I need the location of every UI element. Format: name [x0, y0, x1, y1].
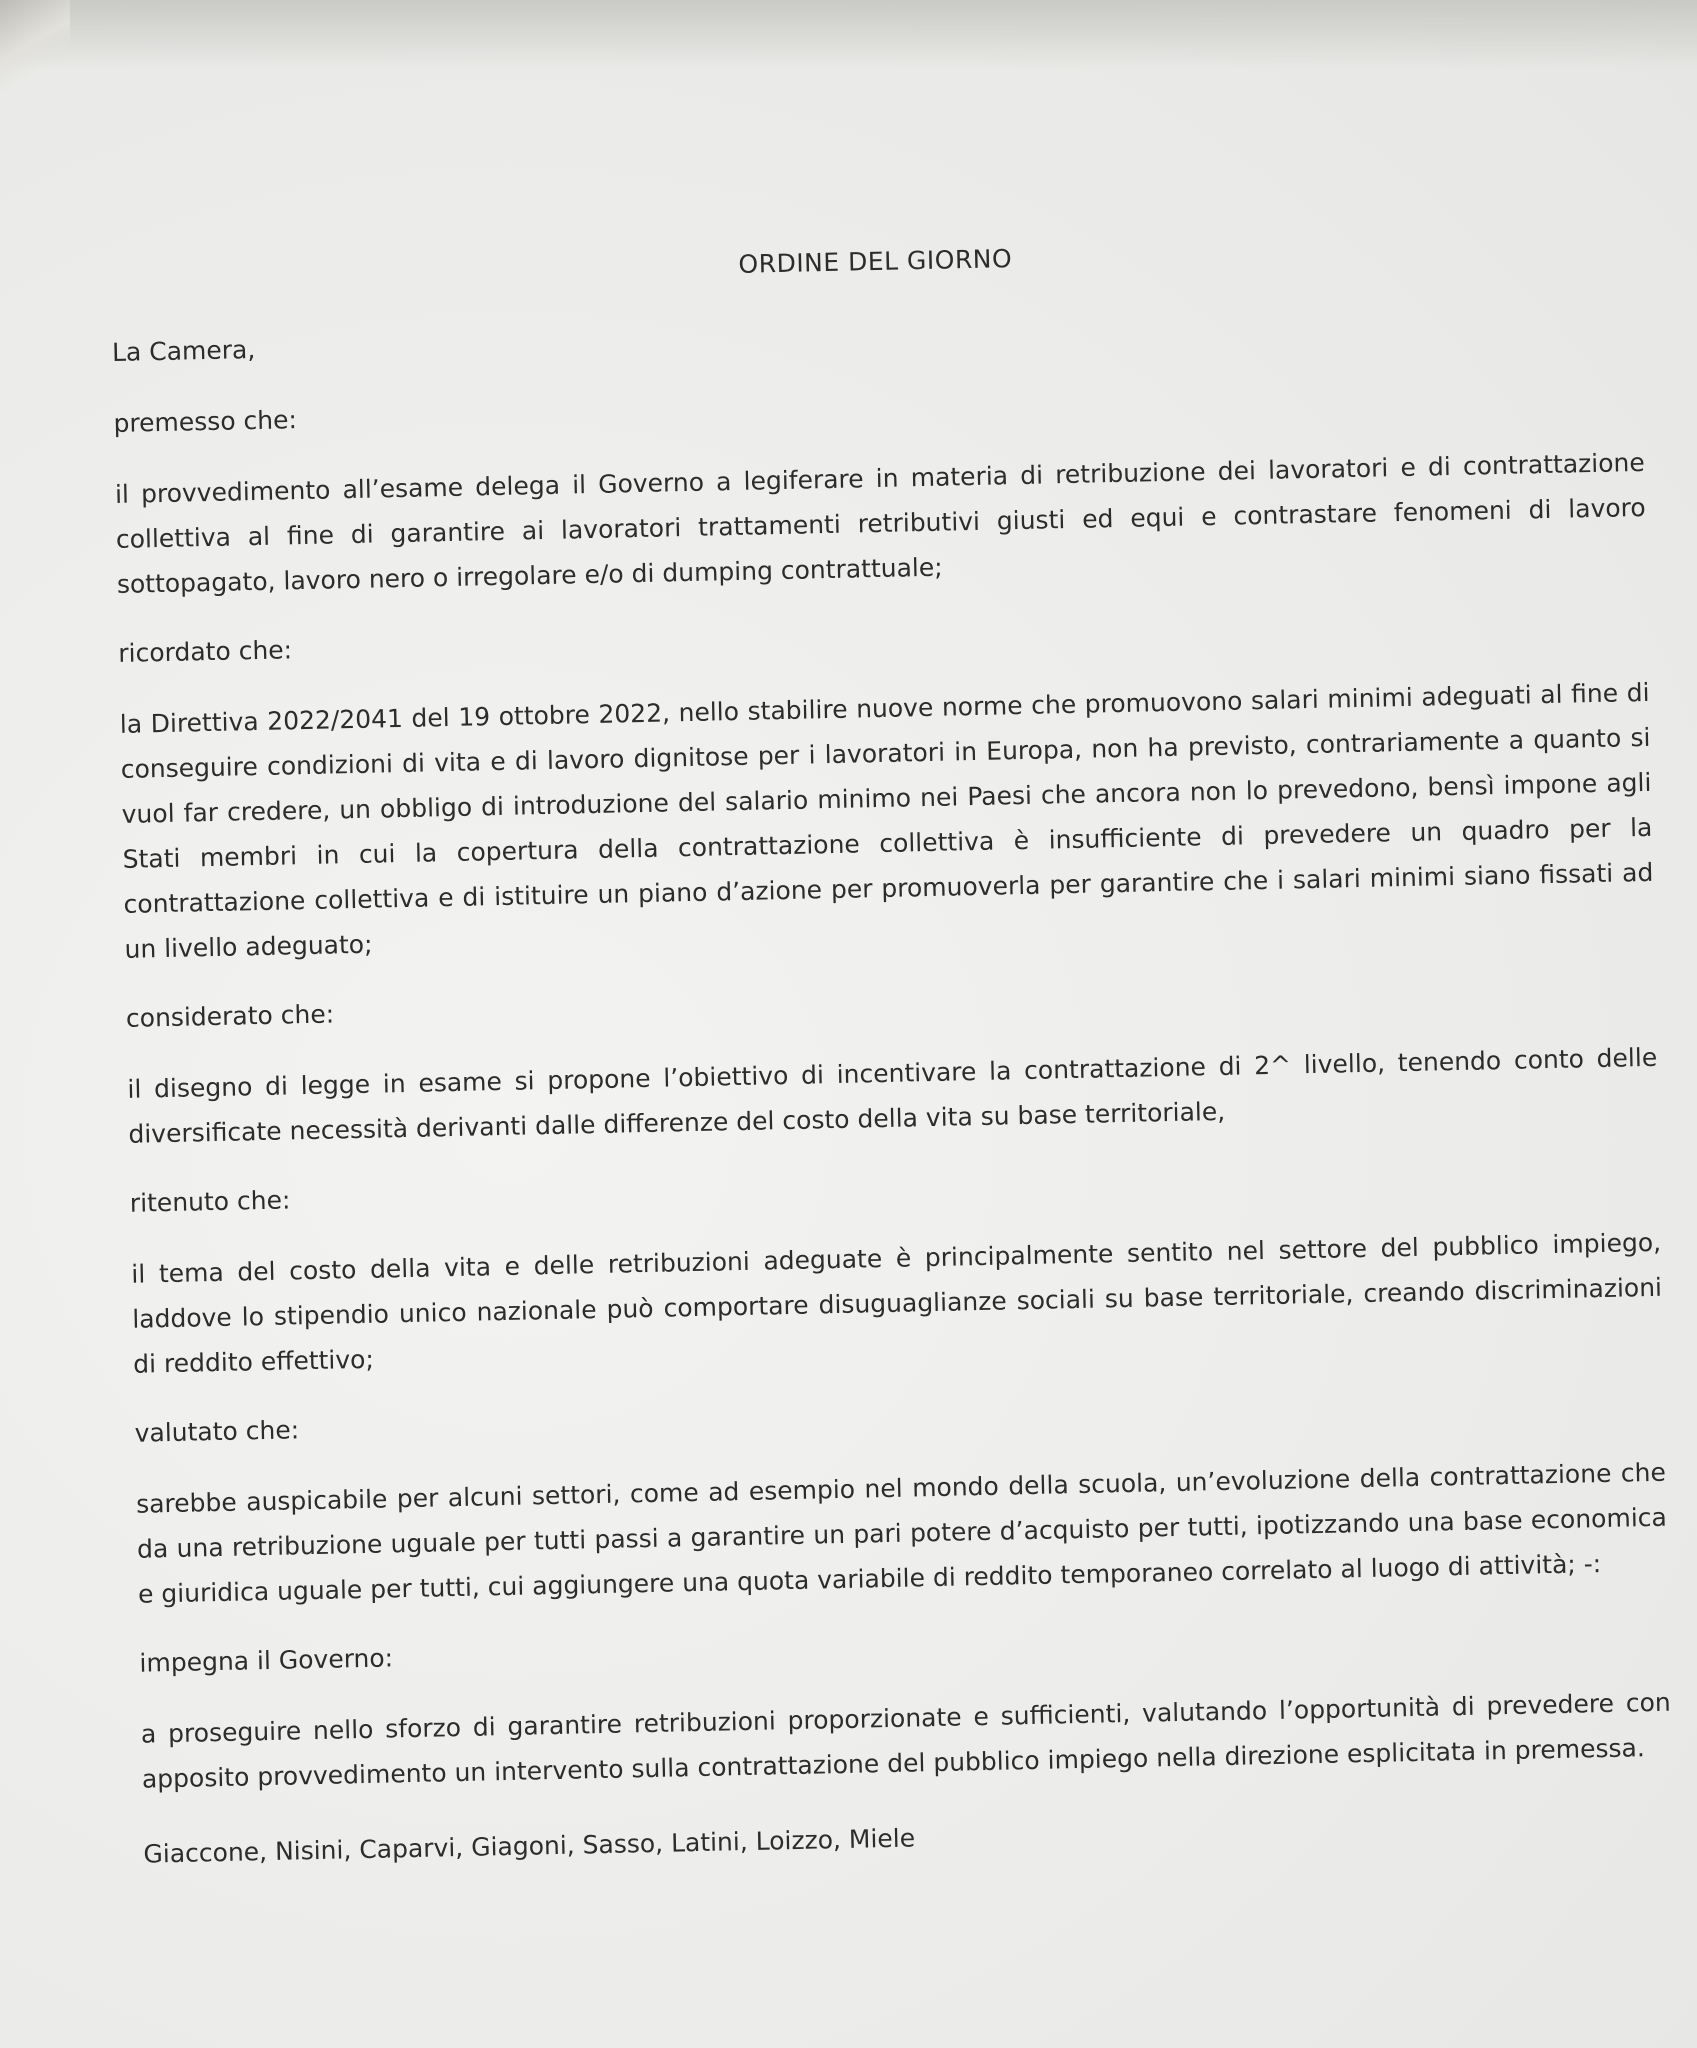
section-label-impegna: impegna il Governo:: [139, 1643, 394, 1678]
section-label-valutato: valutato che:: [134, 1415, 300, 1448]
section-label-considerato: considerato che:: [125, 999, 335, 1033]
section-text-ricordato: la Direttiva 2022/2041 del 19 ottobre 2022, nello stabilire nuove norme che promuovono salari minimi adeguati al fine di conseguire condizioni di vita e di lavoro dignitose per i lavoratori in Europa, non ha previsto, contrariamente a quanto si vuol far credere, un obbligo di introduzione del salario minimo nei Paesi che ancora non lo prevedono, bensì impone agli Stati membri in cui la copertura della contrattazione collettiva è insufficiente di prevedere un quadro per la contrattazione collettiva e di istituire un piano d’azione per promuoverla per garantire che i salari minimi siano fissati ad un livello adeguato;: [119, 677, 1654, 964]
document-body: [110, 223, 1674, 1877]
section-label-ritenuto: ritenuto che:: [129, 1185, 291, 1218]
document-title: ORDINE DEL GIORNO: [738, 244, 1013, 279]
section-text-ritenuto: il tema del costo della vita e delle retribuzioni adeguate è principalmente sentito nel settore del pubblico impiego, laddove lo stipendio unico nazionale può comportare disuguaglianze sociali su base territoriale, creando discriminazioni di reddito effettivo;: [131, 1227, 1663, 1379]
section-text-premesso: il provvedimento all’esame delega il Governo a legiferare in materia di retribuzione dei lavoratori e di contrattazione collettiva al fine di garantire ai lavoratori trattamenti retributivi giusti ed equi e contrastare fenomeni di lavoro sottopagato, lavoro nero o irregolare e/o di dumping contrattuale;: [114, 447, 1646, 599]
section-label-ricordato: ricordato che:: [118, 635, 293, 668]
section-label-premesso: premesso che:: [113, 405, 298, 438]
section-text-impegna: a proseguire nello sforzo di garantire retribuzioni proporzionate e sufficienti, valutando l’opportunità di prevedere con apposito provvedimento un intervento sulla contrattazione del pubblico impiego nella direzione esplicitata in premessa.: [140, 1687, 1671, 1794]
signatories: Giaccone, Nisini, Caparvi, Giagoni, Sasso, Latini, Loizzo, Miele: [143, 1823, 916, 1869]
section-text-considerato: il disegno di legge in esame si propone l’obiettivo di incentivare la contrattazione di 2^ livello, tenendo conto delle diversificate necessità derivanti dalle differenze del costo della vita su base territoriale,: [127, 1042, 1658, 1149]
opening-line: La Camera,: [111, 334, 256, 367]
paper-corner-fold: [0, 0, 70, 95]
section-text-valutato: sarebbe auspicabile per alcuni settori, come ad esempio nel mondo della scuola, un’evoluzione della contrattazione che da una retribuzione uguale per tutti passi a garantire un pari potere d’acquisto per tutti, ipotizzando una base economica e giuridica uguale per tutti, cui aggiungere una quota variabile di reddito temporaneo correlato al luogo di attività; -:: [135, 1457, 1668, 1609]
paper-shadow: [0, 0, 1697, 70]
